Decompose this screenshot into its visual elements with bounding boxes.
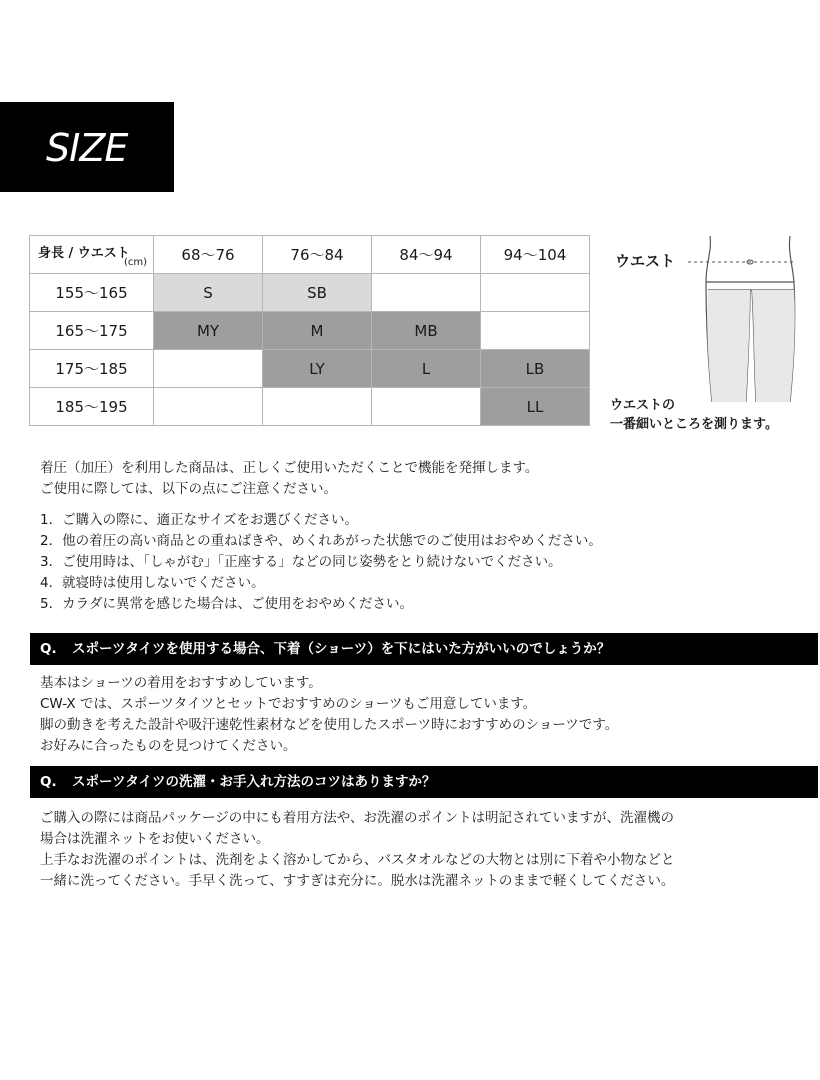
faq-answer-line: 場合は洗濯ネットをお使いください。 <box>40 831 270 847</box>
size-cell <box>154 388 263 426</box>
faq-answer-line: ご購入の際には商品パッケージの中にも着用方法や、お洗濯のポイントは明記されていますが、洗濯機の <box>40 810 674 826</box>
size-chart-table <box>29 235 590 426</box>
height-row-header: 155〜165 <box>30 274 154 312</box>
notice-item: 2．他の着圧の高い商品との重ねばきや、めくれあがった状態でのご使用はおやめください。 <box>40 533 602 549</box>
size-title: SIZE <box>46 126 128 170</box>
size-banner <box>0 102 174 192</box>
notice-intro <box>40 458 538 500</box>
height-row-header: 175〜185 <box>30 350 154 388</box>
corner-unit: (cm) <box>123 257 147 268</box>
faq-answer <box>40 808 675 892</box>
waist-note-line: ウエストの <box>610 398 676 413</box>
faq-answer-line: 上手なお洗濯のポイントは、洗剤をよく溶かしてから、バスタオルなどの大物とは別に下着や小物などと <box>40 852 675 868</box>
waist-column-header: 84〜94 <box>372 236 481 274</box>
table-row <box>30 388 590 426</box>
waist-label: ウエスト <box>615 252 676 270</box>
notice-item: 3．ご使用時は、「しゃがむ」「正座する」などの同じ姿勢をとり続けないでください。 <box>40 554 562 570</box>
size-cell: M <box>263 312 372 350</box>
size-cell: MB <box>372 312 481 350</box>
faq-answer-line: 一緒に洗ってください。手早く洗って、すすぎは充分に。脱水は洗濯ネットのままで軽くしてください。 <box>40 873 675 889</box>
faq-answer <box>40 673 618 757</box>
faq-question-bar <box>30 633 818 665</box>
table-row <box>30 274 590 312</box>
waist-column-header: 68〜76 <box>154 236 263 274</box>
corner-label: 身長 / ウエスト <box>38 246 130 261</box>
table-row <box>30 312 590 350</box>
table-header-row <box>30 236 590 274</box>
waist-column-header: 76〜84 <box>263 236 372 274</box>
faq-answer-line: CW-X では、スポーツタイツとセットでおすすめのショーツもご用意しています。 <box>40 696 537 712</box>
notice-intro-line: ご使用に際しては、以下の点にご注意ください。 <box>40 481 337 497</box>
faq-question: スポーツタイツを使用する場合、下着（ショーツ）を下にはいた方がいいのでしょうか？ <box>72 641 611 657</box>
notice-item: 5．カラダに異常を感じた場合は、ご使用をおやめください。 <box>40 596 413 612</box>
size-cell: LB <box>481 350 590 388</box>
size-cell: S <box>154 274 263 312</box>
faq-answer-line: 脚の動きを考えた設計や吸汗速乾性素材などを使用したスポーツ時におすすめのショーツです。 <box>40 717 619 733</box>
notice-list <box>40 510 602 615</box>
notice-item: 4．就寝時は使用しないでください。 <box>40 575 265 591</box>
size-cell <box>372 274 481 312</box>
faq-q-mark: Q. <box>40 774 57 790</box>
size-cell: LY <box>263 350 372 388</box>
table-corner-cell <box>30 236 154 274</box>
size-cell: SB <box>263 274 372 312</box>
notice-item: 1．ご購入の際に、適正なサイズをお選びください。 <box>40 512 359 528</box>
size-cell <box>372 388 481 426</box>
table-row <box>30 350 590 388</box>
waist-column-header: 94〜104 <box>481 236 590 274</box>
height-row-header: 165〜175 <box>30 312 154 350</box>
waist-measure-note <box>610 396 778 434</box>
notice-intro-line: 着圧（加圧）を利用した商品は、正しくご使用いただくことで機能を発揮します。 <box>40 460 539 476</box>
faq-question-bar <box>30 766 818 798</box>
size-cell: L <box>372 350 481 388</box>
size-cell <box>481 312 590 350</box>
waist-note-line: 一番細いところを測ります。 <box>610 417 778 432</box>
size-cell: LL <box>481 388 590 426</box>
size-cell: MY <box>154 312 263 350</box>
height-row-header: 185〜195 <box>30 388 154 426</box>
faq-question: スポーツタイツの洗濯・お手入れ方法のコツはありますか？ <box>72 774 436 790</box>
size-cell <box>263 388 372 426</box>
faq-q-mark: Q. <box>40 641 57 657</box>
faq-answer-line: お好みに合ったものを見つけてください。 <box>40 738 297 754</box>
size-cell <box>481 274 590 312</box>
faq-answer-line: 基本はショーツの着用をおすすめしています。 <box>40 675 322 691</box>
size-cell <box>154 350 263 388</box>
